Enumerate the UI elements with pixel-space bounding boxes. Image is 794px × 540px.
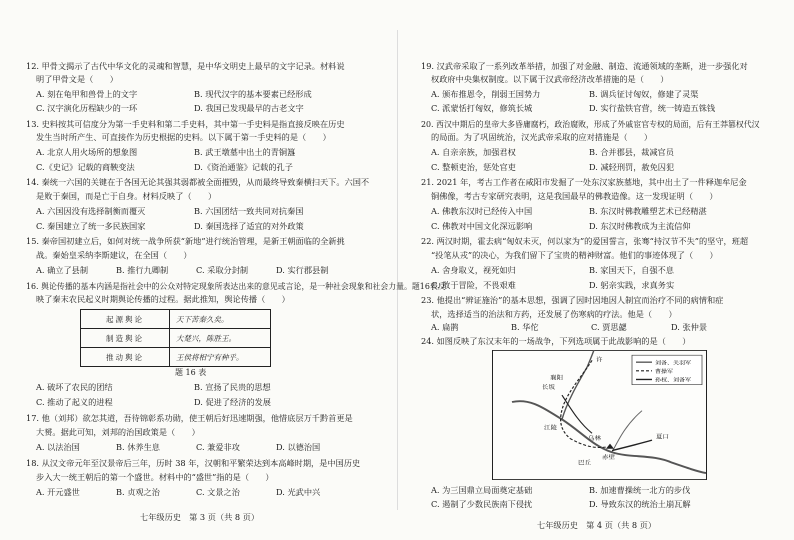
q15-stem-1: 15. 秦帝国初建立后，如何对统一战争所获“新地”进行统治管理，是新王朝面临的全新挑 [26,236,345,246]
q19-option-b[interactable]: B. 调兵征讨匈奴，修建了灵渠 [589,89,699,99]
q18-stem-1: 18. 从汉文帝元年至汉景帝后三年，历时 38 年，汉朝和平繁荣达到本高峰时期，是中国历史 [26,458,361,468]
q13-stem-1: 13. 史料按其可信度分为第一手史料和第二手史料，其中第一手史料是指直接反映在历史 [26,119,345,129]
q21-option-a[interactable]: A. 佛教东汉时已经传入中国 [431,206,533,216]
q13-option-d[interactable]: D.《资治通鉴》记载的孔子 [194,162,293,172]
q13-option-b[interactable]: B. 武王墩墓中出土的青铜簋 [194,147,296,157]
q14-option-c[interactable]: C. 秦国建立了统一多民族国家 [36,221,146,231]
q15-option-b[interactable]: B. 推行九卿制 [116,265,169,275]
q21-option-d[interactable]: D. 东汉时佛教成为主流信仰 [589,221,691,231]
q18-option-a[interactable]: A. 开元盛世 [36,487,80,497]
q12-stem-2: 明了甲骨文是（ ） [36,74,118,84]
q22-stem-1: 22. 两汉时期，霍去病“匈奴未灭，何以家为”的爱国誓言，张骞“持汉节不失”的坚守，班超 [421,236,749,246]
q24-battle-map [492,350,707,480]
q23-option-b[interactable]: B. 华佗 [511,322,539,332]
map-label: 乌林 [588,435,602,442]
table-cell: 大楚兴，陈胜王。 [170,329,271,348]
table-cell: 起源舆论 [81,310,170,329]
map-label: 江陵 [544,425,558,432]
q22-stem-2: “投笔从戎”的决心，为我们留下了宝贵的精神财富。他们的事迹体现了（ ） [431,250,718,260]
q12-option-b[interactable]: B. 现代汉字的基本要素已经形成 [194,89,312,99]
q19-option-c[interactable]: C. 派蒙恬打匈奴，修筑长城 [431,103,533,113]
q17-option-b[interactable]: B. 休养生息 [116,442,160,452]
q14-option-b[interactable]: B. 六国团结一致共同对抗秦国 [194,206,304,216]
q12-option-c[interactable]: C. 汉字演化历程缺少的一环 [36,103,138,113]
q21-option-b[interactable]: B. 东汉时佛教雕塑艺术已经精湛 [589,206,707,216]
q24-option-c[interactable]: C. 遏制了少数民族南下侵扰 [431,499,533,509]
q21-stem-2: 铜佛像，考古专家研究表明，这是我国最早的佛教造像。这一发现证明（ ） [431,191,718,201]
q18-option-b[interactable]: B. 贞观之治 [116,487,160,497]
q20-option-a[interactable]: A. 自亲亲族，加强君权 [431,147,516,157]
q17-stem-2: 大赟。据此可知，刘邦的治国政策是（ ） [36,427,200,437]
q22-option-c[interactable]: C. 敢于冒险，不畏艰难 [431,280,516,290]
q16-table [80,309,271,367]
q22-option-b[interactable]: B. 家国天下，自强不息 [589,265,674,275]
q16-stem-1: 16. 舆论传播的基本内涵是指社会中的公众对特定现象所表达出来的意见或言论，是一种社会现象和社会力量。题16表反 [26,282,446,291]
q18-option-c[interactable]: C. 文景之治 [196,487,240,497]
map-label: 长坂 [542,384,556,391]
map-label: 夏口 [656,433,670,441]
q23-stem-2: 状，选择适当的治法和方药，还发展了伤寒病的疗法。他是（ ） [431,309,677,319]
q23-option-d[interactable]: D. 张仲景 [671,322,708,332]
q20-option-b[interactable]: B. 合并郡县，裁减官员 [589,147,674,157]
map-label: 赤壁 [602,454,616,462]
q16-option-b[interactable]: B. 宣扬了民贵的思想 [194,382,271,392]
q24-option-b[interactable]: B. 加速曹操统一北方的步伐 [589,485,691,495]
table-cell: 天下苦秦久矣。 [170,310,271,329]
q19-stem-1: 19. 汉武帝采取了一系列改革举措，加强了对金融、制造、流通领域的垄断，进一步强化对 [421,61,748,71]
table-cell: 推动舆论 [81,348,170,367]
q13-stem-2: 发生当时所产生、可直接作为历史根据的史料。以下属于第一手史料的是（ ） [36,132,331,142]
legend-label: 曹操军 [655,369,673,375]
q15-option-d[interactable]: D. 实行郡县制 [276,265,329,275]
q17-option-a[interactable]: A. 以法治国 [36,442,80,452]
table-cell: 王侯将相宁有种乎。 [170,348,271,367]
q21-stem-1: 21. 2021 年，考古工作者在咸阳市发掘了一处东汉家族墓地，其中出土了一件释迦牟尼金 [421,177,747,187]
q20-option-c[interactable]: C. 整顿吏治，惩处官吏 [431,162,516,172]
q17-option-c[interactable]: C. 兼爱非攻 [196,442,240,452]
q16-option-a[interactable]: A. 破坏了农民的团结 [36,382,113,392]
table-row [81,348,271,367]
q17-option-d[interactable]: D. 以德治国 [276,442,321,452]
q22-option-d[interactable]: D. 躬亲实践，求真务实 [589,280,675,290]
q14-option-d[interactable]: D. 秦国选择了适宜的对外政策 [194,221,304,231]
table-row [81,329,271,348]
table-cell: 制造舆论 [81,329,170,348]
right-page [397,0,794,540]
legend-label: 孙权、刘备军 [655,377,691,384]
q20-stem-1: 20. 西汉中期后的皇帝大多昏庸腐朽，政治腐败，形成了外戚宦官专权的局面，后有王莽篡权代汉 [421,120,760,129]
q15-option-c[interactable]: C. 采取分封制 [196,265,249,275]
q16-option-c[interactable]: C. 推动了起义的进程 [36,397,113,407]
q15-stem-2: 战。秦始皇采纳李斯建议，在全国（ ） [36,250,192,260]
q12-option-a[interactable]: A. 刻在龟甲和兽骨上的文字 [36,89,138,99]
q15-option-a[interactable]: A. 确立了县制 [36,265,89,275]
q16-option-d[interactable]: D. 促进了经济的发展 [194,397,271,407]
map-label: 巴丘 [578,459,592,467]
q16-table-caption: 题 16 表 [175,368,207,377]
q19-option-d[interactable]: D. 实行盐铁官营，统一铸造五铢钱 [589,103,716,113]
q19-option-a[interactable]: A. 颁布推恩令，削弱王国势力 [431,89,541,99]
q14-stem-2: 是败于秦国，而是亡于自身。材料反映了（ ） [36,191,217,201]
legend-label: 刘备、关羽军 [655,360,691,367]
q24-stem: 24. 如图反映了东汉末年的一场战争，下列选项属于此战影响的是（ ） [421,336,691,346]
q19-stem-2: 权政府中央集权制度。以下属于汉武帝经济改革措施的是（ ） [431,74,669,84]
q21-option-c[interactable]: C. 佛教对中国文化深远影响 [431,221,533,231]
q20-stem-2: 的局面。为了巩固统治，汉光武帝采取的应对措施是（ ） [431,132,653,142]
q20-option-d[interactable]: D. 减轻刑罚，赦免囚犯 [589,162,675,172]
q18-option-d[interactable]: D. 光武中兴 [276,487,321,497]
q18-stem-2: 步入大一统王朝后的第一个盛世。材料中的“盛世”指的是（ ） [36,472,274,482]
q14-stem-1: 14. 秦统一六国的关键在于各国无论其强其弱都被全面摧毁，从而最终导致秦横扫天下。六国不 [26,177,370,187]
q13-option-c[interactable]: C.《史记》记载的商鞅变法 [36,162,135,172]
q14-option-a[interactable]: A. 六国因没有选择制衡而覆灭 [36,206,146,216]
q17-stem-1: 17. 他（刘邦）欲怎其道，吾待锦彰系功勋，使王朝后好迅速期强，他惜底层万千黔首更是 [26,413,353,423]
q23-option-a[interactable]: A. 扁鹊 [431,322,459,332]
q24-option-a[interactable]: A. 为三国鼎立局面奠定基础 [431,485,533,495]
q13-option-a[interactable]: A. 北京人用火场所的想象图 [36,147,138,157]
table-row [81,310,271,329]
map-label: 许 [596,356,603,364]
q12-stem-1: 12. 甲骨文揭示了古代中华文化的灵魂和智慧，是中华文明史上最早的文字记录。材料说 [26,61,345,71]
q22-option-a[interactable]: A. 舍身取义，视死如归 [431,265,516,275]
q16-stem-2: 映了秦末农民起义时期舆论传播的过程。据此推知，舆论传播（ ） [36,294,290,304]
q23-stem-1: 23. 他提出“辨证施治”的基本思想，强调了因时因地因人制宜而治疗不同的病情和症 [421,295,724,305]
page-footer: 七年级历史 第 3 页（共 8 页） [140,512,260,522]
q24-option-d[interactable]: D. 导致东汉的统治土崩瓦解 [589,499,691,509]
q12-option-d[interactable]: D. 我国已发现最早的古老文字 [194,103,304,113]
page-footer: 七年级历史 第 4 页（共 8 页） [537,520,657,530]
map-label: 襄阳 [550,374,564,382]
q23-option-c[interactable]: C. 贾思勰 [591,322,627,332]
